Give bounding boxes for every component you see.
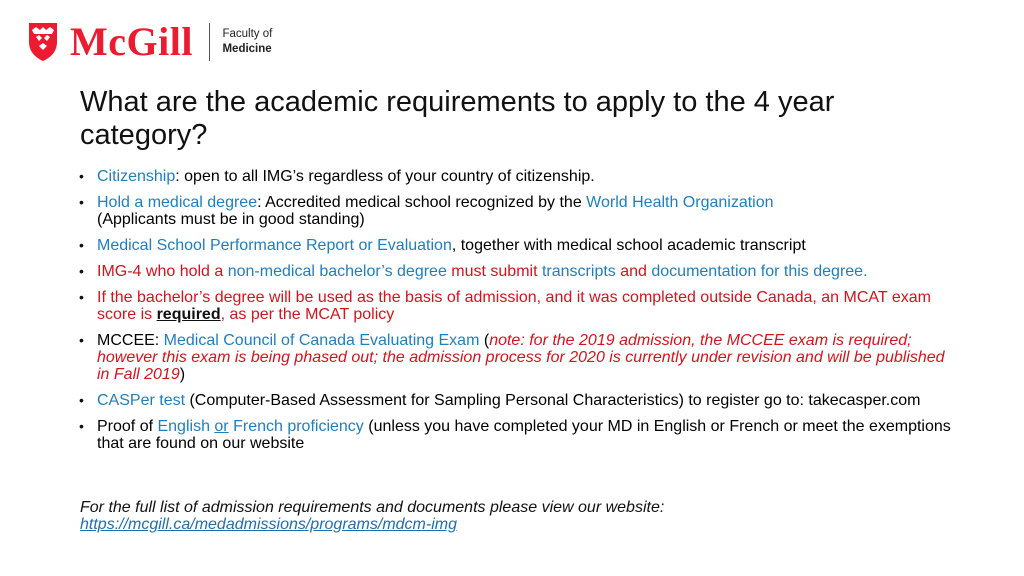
list-item bbox=[78, 392, 958, 409]
bullet-text: (unless you have completed your MD in English or French or meet the exemptions that are found on our website bbox=[97, 418, 951, 452]
page-title: What are the academic requirements to apply to the 4 year category? bbox=[80, 86, 835, 151]
bullet-text: , as per the MCAT policy bbox=[220, 306, 395, 323]
mccee-link[interactable]: Medical Council of Canada Evaluating Exam bbox=[163, 332, 480, 349]
faculty-line-2: Medicine bbox=[222, 43, 272, 55]
bullet-text: Proof of bbox=[97, 418, 158, 435]
list-item bbox=[78, 237, 958, 254]
english-link[interactable]: English bbox=[157, 418, 215, 435]
bachelor-degree-link[interactable]: non-medical bachelor’s degree bbox=[227, 263, 447, 280]
or-link[interactable]: or bbox=[214, 418, 229, 435]
required-emphasis: required bbox=[156, 306, 221, 323]
casper-link[interactable]: CASPer test bbox=[97, 392, 186, 409]
bullet-text: ( bbox=[479, 332, 490, 349]
list-item bbox=[78, 194, 958, 228]
bullet-text: (Applicants must be in good standing) bbox=[97, 211, 365, 228]
mccee-note: note: for the 2019 admission, the MCCEE exam is required; however this exam is being phased out; the admission process for 2020 is currently under revision and will be published in Fall 2019 bbox=[97, 332, 945, 383]
footer-note bbox=[80, 499, 960, 533]
documentation-link[interactable]: documentation for this degree. bbox=[651, 263, 868, 280]
bullet-text: If the bachelor’s degree will be used as the basis of admission, and it was completed outside Canada, an MCAT exam score is bbox=[97, 289, 931, 323]
footer-text: For the full list of admission requirements and documents please view our website: bbox=[80, 499, 665, 516]
website-link[interactable]: https://mcgill.ca/medadmissions/programs/mdcm-img bbox=[80, 516, 457, 533]
mcgill-logo bbox=[28, 20, 272, 64]
transcripts-link[interactable]: transcripts bbox=[541, 263, 616, 280]
bullet-text: (Computer-Based Assessment for Sampling Personal Characteristics) to register go to: takecasper.com bbox=[185, 392, 921, 409]
faculty-label bbox=[222, 27, 272, 57]
medical-degree-link[interactable]: Hold a medical degree bbox=[97, 194, 258, 211]
bullet-text: : open to all IMG’s regardless of your country of citizenship. bbox=[175, 168, 595, 185]
requirements-list bbox=[78, 168, 958, 461]
bullet-text: MCCEE: bbox=[97, 332, 164, 349]
logo-wordmark: McGill bbox=[70, 19, 193, 64]
list-item bbox=[78, 418, 958, 452]
logo-divider bbox=[209, 23, 211, 61]
bullet-text: IMG-4 who hold a bbox=[97, 263, 228, 280]
faculty-line-1: Faculty of bbox=[222, 28, 273, 40]
bullet-text: , together with medical school academic transcript bbox=[451, 237, 806, 254]
bullet-text: : Accredited medical school recognized by the bbox=[257, 194, 587, 211]
bullet-text: and bbox=[615, 263, 652, 280]
who-link[interactable]: World Health Organization bbox=[586, 194, 774, 211]
list-item bbox=[78, 263, 958, 280]
list-item bbox=[78, 168, 958, 185]
mcgill-crest-icon bbox=[28, 22, 58, 62]
french-proficiency-link[interactable]: French proficiency bbox=[228, 418, 364, 435]
mspr-link[interactable]: Medical School Performance Report or Evaluation bbox=[97, 237, 452, 254]
bullet-text: must submit bbox=[446, 263, 542, 280]
list-item bbox=[78, 289, 958, 323]
bullet-text: ) bbox=[179, 366, 186, 383]
list-item bbox=[78, 332, 958, 383]
citizenship-link[interactable]: Citizenship bbox=[97, 168, 176, 185]
